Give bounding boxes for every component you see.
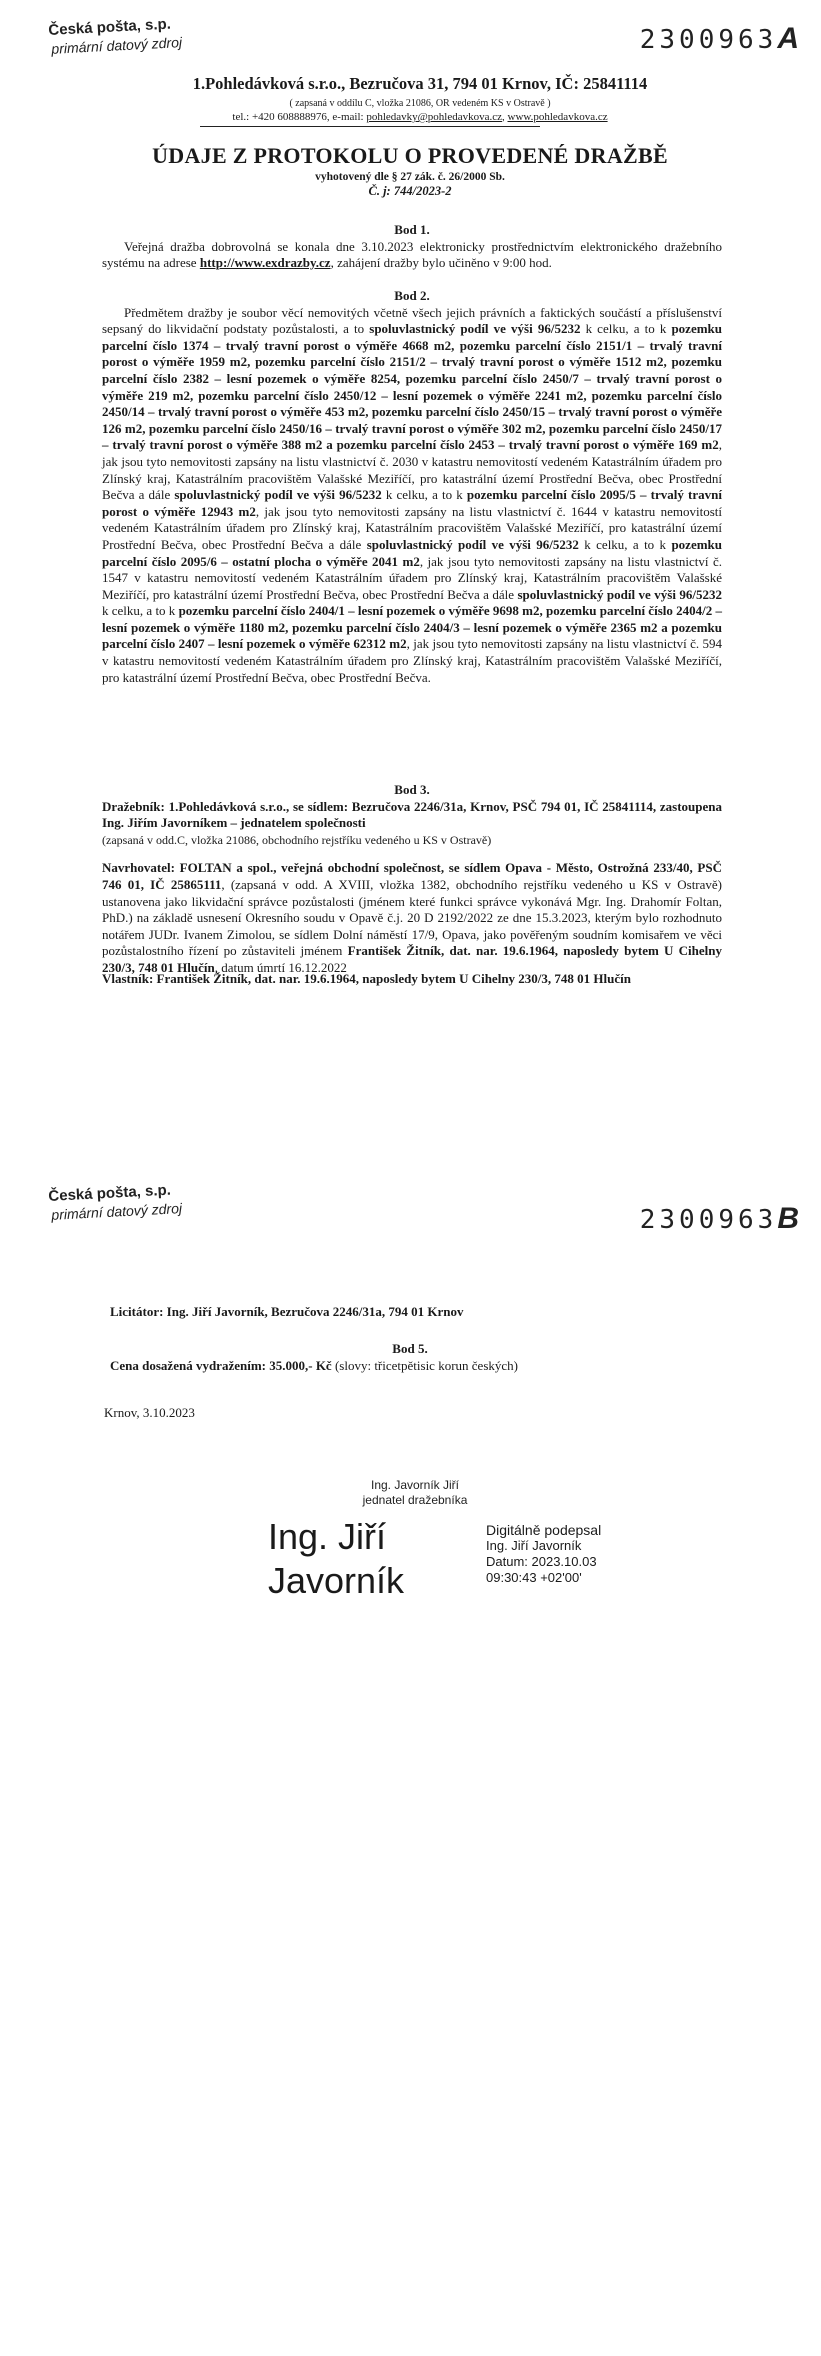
- document-number: [640, 22, 799, 56]
- contacts-prefix: tel.: +420 608888976, e-mail:: [232, 111, 367, 123]
- section-text: [102, 239, 722, 272]
- document-title-block: [110, 143, 710, 199]
- letterhead-rule: [200, 126, 540, 127]
- section-title: Bod 3.: [394, 782, 430, 797]
- bod2-text: k celku, a to k: [102, 603, 179, 619]
- bod2-text: , jak jsou tyto nemovitosti zapsány na listu vlastnictví č. 1547 v katastru nemovitostí vedeném Katastrálním úřadem pro Zlínský kraj, Katastrálním pracovištěm Valašské Meziříčí, pro katastrální území Prostřední Bečva, obec Prostřední Bečva a dále: [102, 553, 722, 602]
- bod2-bold: pozemku parcelní číslo 2095/5 – trvalý travní porost o výměře 12943 m2: [102, 487, 722, 519]
- document-title: ÚDAJE Z PROTOKOLU O PROVEDENÉ DRAŽBĚ: [152, 143, 668, 168]
- auctioneer-registry: (zapsaná v odd.C, vložka 21086, obchodního rejstříku vedeného u KS v Ostravě): [102, 832, 492, 847]
- stamp-line-1: Česká pošta, s.p.: [48, 15, 172, 39]
- bod2-text: , jak jsou tyto nemovitosti zapsány na listu vlastnictví č. 594 v katastru nemovitostí vedeném Katastrálním úřadem pro Zlínský kraj, Katastrálním pracovištěm Valašské Meziříčí, pro katastrální území Prostřední Bečva, obec Prostřední Bečva.: [102, 636, 722, 685]
- letterhead: [140, 74, 700, 127]
- signer-name: Ing. Javorník Jiří: [370, 1478, 460, 1492]
- reference-number: Č. j: 744/2023-2: [368, 184, 452, 198]
- signature-name-line-2: Javorník: [268, 1560, 405, 1601]
- bod2-text: k celku, a to k: [580, 321, 672, 337]
- bod2-bold: pozemku parcelní číslo 2095/6 – ostatní plocha o výměře 2041 m2: [102, 536, 722, 569]
- registry-line: ( zapsaná v oddílu C, vložka 21086, OR vedeném KS v Ostravě ): [289, 98, 551, 109]
- bod2-bold: spoluvlastnický podíl ve výši 96/5232: [366, 536, 579, 552]
- section-bod-2: [102, 288, 722, 686]
- owner-text: Vlastník: František Žitník, dat. nar. 19.6.1964, naposledy bytem U Cihelny 230/3, 748 01 Hlučín: [102, 971, 631, 986]
- digital-signature-meta: [486, 1522, 601, 1586]
- proposer-text-end: , datum úmrtí 16.12.2022: [214, 959, 347, 975]
- bod1-text-b: , zahájení dražby bylo učiněno v 9:00 hod.: [330, 255, 552, 271]
- postal-stamp: [48, 1181, 182, 1223]
- document-subtitle: vyhotovený dle § 27 zák. č. 26/2000 Sb.: [315, 171, 505, 183]
- section-text: [102, 305, 722, 687]
- email-link[interactable]: pohledavky@pohledavkova.cz: [366, 111, 502, 123]
- document-number-digits: 2300963: [639, 1205, 778, 1235]
- stamp-line-1: Česká pošta, s.p.: [48, 1181, 172, 1205]
- price-paragraph: [110, 1357, 710, 1374]
- bod2-bold: spoluvlastnický podíl ve výši 96/5232: [369, 321, 581, 337]
- document-number-suffix: A: [777, 22, 799, 55]
- bod2-text: Předmětem dražby je soubor věcí nemovitých včetně všech jejich právních a faktických součástí a příslušenství sepsaný do likvidační podstaty pozůstalosti, a to: [102, 304, 722, 337]
- signature-meta-line-3: Datum: 2023.10.03: [486, 1554, 597, 1569]
- section-title: Bod 2.: [394, 288, 430, 303]
- signature-name-line-1: Ing. Jiří: [268, 1516, 387, 1557]
- signature-meta-line-4: 09:30:43 +02'00': [486, 1570, 582, 1585]
- company-line: 1.Pohledávková s.r.o., Bezručova 31, 794 01 Krnov, IČ: 25841114: [192, 74, 648, 93]
- bod2-text: , jak jsou tyto nemovitosti zapsány na listu vlastnictví č. 2030 v katastru nemovitostí vedeném Katastrálním úřadem pro Zlínský kraj, Katastrálním pracovištěm Valašské Meziříčí, pro katastrální území Prostřední Bečva, obec Prostřední Bečva a dále: [102, 437, 722, 503]
- signer-block: [320, 1478, 510, 1508]
- stamp-line-2: primární datový zdroj: [50, 34, 183, 57]
- price-words: (slovy: třicetpětisic korun českých): [331, 1358, 518, 1373]
- bod1-text-a: Veřejná dražba dobrovolná se konala dne 3.10.2023 elektronicky prostřednictvím elektronického dražebního systému na adrese: [102, 238, 722, 271]
- proposer-paragraph: [102, 860, 722, 976]
- bod2-text: , jak jsou tyto nemovitosti zapsány na listu vlastnictví č. 1644 v katastru nemovitostí vedeném Katastrálním úřadem pro Zlínský kraj, Katastrálním pracovištěm Valašské Meziříčí, pro katastrální území Prostřední Bečva, obec Prostřední Bečva a dále: [102, 503, 723, 552]
- document-number: [640, 1202, 799, 1236]
- section-title: Bod 5.: [392, 1341, 428, 1356]
- auctioneer-bold: Dražebník: 1.Pohledávková s.r.o., se sídlem: Bezručova 2246/31a, Krnov, PSČ 794 01, IČ 25841114, zastoupena Ing. Jiřím Javorníkem – jednatelem společnosti: [102, 798, 722, 831]
- document-page-1: [0, 0, 821, 1150]
- bod2-bold: spoluvlastnický podíl ve výši 96/5232: [517, 586, 722, 602]
- signer-role: jednatel dražebníka: [362, 1493, 468, 1507]
- bod2-text: k celku, a to k: [381, 487, 467, 503]
- bod2-bold: pozemku parcelní číslo 1374 – trvalý travní porost o výměře 4668 m2, pozemku parcelní číslo 2151/1 – trvalý travní porost o výměře 1959 m2, pozemku parcelní číslo 2151/2 – trvalý travní porost o výměře 1512 m2, pozemku parcelní číslo 2382 – lesní pozemek o výměře 8254, pozemku parcelní číslo 2450/7 – trvalý travní porost o výměře 219 m2, pozemku parcelní číslo 2450/12 – lesní pozemek o výměře 2241 m2, pozemku parcelní číslo 2450/14 – trvalý travní porost o výměře 453 m2, pozemku parcelní číslo 2450/15 – trvalý travní porost o výměře 126 m2, pozemku parcelní číslo 2450/16 – trvalý travní porost o výměře 302 m2, pozemku parcelní číslo 2450/17 – trvalý travní porost o výměře 388 m2 a pozemku parcelní číslo 2453 – trvalý travní porost o výměře 169 m2: [102, 321, 722, 453]
- signature-meta-line-2: Ing. Jiří Javorník: [486, 1538, 582, 1553]
- section-bod-3: [102, 782, 722, 977]
- price-bold: Cena dosažená vydražením: 35.000,- Kč: [110, 1358, 332, 1373]
- section-bod-5: [110, 1340, 710, 1374]
- proposer-text: , (zapsaná v odd. A XVIII, vložka 1382, obchodního rejstříku vedeného u KS v Ostravě) ustanovena jako likvidační správce pozůstalosti (jménem které funkci správce vykonává Mgr. Ing. Drahomír Foltan, PhD.) na základě usnesení Okresního soudu v Opavě č.j. 20 D 2192/2022 ze dne 15.3.2023, kterým bylo rozhodnuto notářem JUDr. Ivanem Zimolou, se sídlem Dolní náměstí 17/9, Opava, jako pověřeným soudním komisařem ve věci pozůstalostního řízení po zůstaviteli jménem: [102, 876, 723, 959]
- document-number-suffix: B: [777, 1202, 799, 1235]
- postal-stamp: [48, 15, 182, 57]
- section-title: Bod 1.: [394, 222, 430, 237]
- proposer-bold: Navrhovatel: FOLTAN a spol., veřejná obchodní společnost, se sídlem Opava - Město, Ostrožná 233/40, PSČ 746 01, IČ 25865111: [102, 860, 722, 892]
- place-date: Krnov, 3.10.2023: [104, 1405, 195, 1420]
- signature-meta-line-1: Digitálně podepsal: [486, 1522, 602, 1538]
- stamp-line-2: primární datový zdroj: [50, 1200, 183, 1223]
- digital-signature-name: [268, 1515, 404, 1603]
- document-page-2: [0, 1150, 821, 2356]
- section-bod-1: [102, 222, 722, 272]
- bod2-bold: pozemku parcelní číslo 2404/1 – lesní pozemek o výměře 9698 m2, pozemku parcelní číslo 2404/2 – lesní pozemek o výměře 1180 m2, pozemku parcelní číslo 2404/3 – lesní pozemek o výměře 2365 m2 a pozemku parcelní číslo 2407 – lesní pozemek o výměře 62312 m2: [102, 603, 722, 652]
- licitator-text: Licitátor: Ing. Jiří Javorník, Bezručova 2246/31a, 794 01 Krnov: [110, 1304, 464, 1319]
- licitator-line: [110, 1303, 710, 1320]
- owner-paragraph: [102, 971, 722, 988]
- deceased-bold: František Žitník, dat. nar. 19.6.1964, naposledy bytem U Cihelny 230/3, 748 01 Hlučín: [102, 943, 722, 975]
- bod2-text: k celku, a to k: [578, 536, 672, 552]
- document-number-digits: 2300963: [639, 25, 778, 55]
- web-link[interactable]: www.pohledavkova.cz: [507, 111, 608, 123]
- auction-system-link[interactable]: http://www.exdrazby.cz: [199, 255, 331, 271]
- auctioneer-paragraph: [102, 799, 722, 849]
- contacts-separator: ,: [502, 111, 508, 123]
- contacts-line: [140, 111, 700, 123]
- bod2-bold: spoluvlastnický podíl ve výši 96/5232: [174, 487, 382, 503]
